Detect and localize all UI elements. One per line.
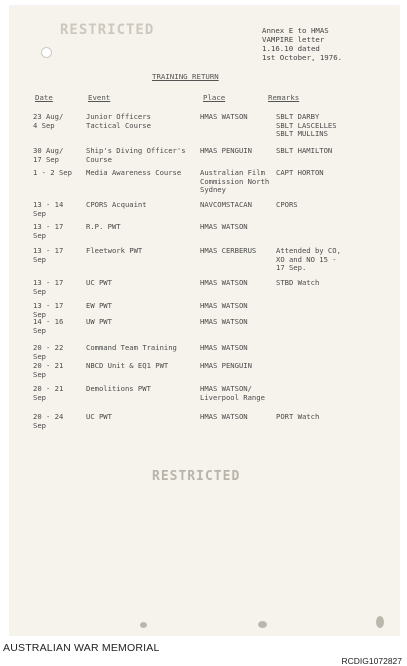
cell-remarks xyxy=(276,279,319,288)
remarks-line: STBD Watch xyxy=(276,278,320,287)
cell-remarks xyxy=(276,113,337,139)
cell-date xyxy=(33,201,63,218)
cell-date xyxy=(33,169,72,178)
date-line: 13 - 17 xyxy=(33,222,64,231)
date-line: 4 Sep xyxy=(33,120,55,130)
remarks-line: XO and NO 15 - xyxy=(276,254,337,264)
restricted-stamp-top: RESTRICTED xyxy=(60,22,155,38)
document-title: TRAINING RETURN xyxy=(152,72,219,81)
date-line: 20 - 22 xyxy=(33,343,64,352)
event-line: UC PWT xyxy=(86,278,112,287)
event-line: EW PWT xyxy=(86,301,112,310)
annex-line: 1.16.10 dated xyxy=(262,44,320,53)
cell-place xyxy=(200,201,252,210)
header-remarks: Remarks xyxy=(268,93,300,102)
cell-date xyxy=(33,344,63,361)
cell-event xyxy=(86,385,151,394)
place-line: Australian Film xyxy=(200,168,265,177)
place-line: HMAS CERBERUS xyxy=(200,246,257,255)
cell-event xyxy=(86,302,112,311)
remarks-line: SBLT MULLINS xyxy=(276,129,328,139)
cell-place xyxy=(200,147,252,156)
event-line: Course xyxy=(86,154,112,164)
cell-remarks xyxy=(276,413,319,422)
place-line: HMAS PENGUIN xyxy=(200,361,252,370)
remarks-line: SBLT LASCELLES xyxy=(276,120,337,130)
event-line: Media Awareness Course xyxy=(86,168,182,177)
remarks-line: CAPT HORTON xyxy=(276,168,324,177)
date-line: 1 - 2 Sep xyxy=(33,168,72,177)
cell-event xyxy=(86,113,151,130)
cell-place xyxy=(200,362,252,371)
cell-place xyxy=(200,413,248,422)
cell-event xyxy=(86,344,177,353)
cell-event xyxy=(86,169,181,178)
record-id: RCDIG1072827 xyxy=(341,656,402,666)
cell-place xyxy=(200,247,256,256)
cell-place xyxy=(200,344,248,353)
paper-speck xyxy=(258,621,267,628)
cell-event xyxy=(86,318,112,327)
date-line: 20 - 24 xyxy=(33,412,64,421)
restricted-stamp-bottom: RESTRICTED xyxy=(152,469,241,484)
date-line: Sep xyxy=(33,420,46,430)
date-line: Sep xyxy=(33,286,46,296)
cell-remarks xyxy=(276,147,332,156)
annex-line: VAMPIRE letter xyxy=(262,35,325,44)
cell-date xyxy=(33,385,63,402)
header-event: Event xyxy=(88,93,111,102)
date-line: 13 - 17 xyxy=(33,301,64,310)
place-line: HMAS WATSON xyxy=(200,412,248,421)
annex-reference xyxy=(262,26,342,62)
cell-event xyxy=(86,147,186,164)
event-line: NBCD Unit & EQ1 PWT xyxy=(86,361,169,370)
cell-place xyxy=(200,113,248,122)
remarks-line: SBLT HAMILTON xyxy=(276,146,333,155)
date-line: Sep xyxy=(33,369,46,379)
remarks-line: PORT Watch xyxy=(276,412,320,421)
remarks-line: 17 Sep. xyxy=(276,263,307,273)
date-line: 13 - 17 xyxy=(33,278,64,287)
place-line: HMAS WATSON xyxy=(200,222,248,231)
place-line: HMAS WATSON xyxy=(200,112,248,121)
header-date: Date xyxy=(35,93,53,102)
cell-place xyxy=(200,318,248,327)
institution-name: AUSTRALIAN WAR MEMORIAL xyxy=(3,642,160,654)
date-line: Sep xyxy=(33,254,46,264)
date-line: Sep xyxy=(33,230,46,240)
archive-footer xyxy=(0,636,407,666)
cell-place xyxy=(200,169,269,195)
annex-line: 1st October, 1976. xyxy=(262,53,343,62)
cell-event xyxy=(86,223,121,232)
remarks-line: CPORS xyxy=(276,200,298,209)
date-line: Sep xyxy=(33,325,46,335)
cell-remarks xyxy=(276,201,298,210)
cell-place xyxy=(200,385,265,402)
date-line: Sep xyxy=(33,208,46,218)
place-line: Sydney xyxy=(200,185,226,195)
place-line: HMAS WATSON xyxy=(200,343,248,352)
event-line: CPORS Acquaint xyxy=(86,200,147,209)
event-line: Ship's Diving Officer's xyxy=(86,146,186,155)
date-line: Sep xyxy=(33,392,46,402)
event-line: UC PWT xyxy=(86,412,112,421)
cell-place xyxy=(200,223,248,232)
date-line: 14 - 16 xyxy=(33,317,64,326)
annex-line: Annex E to HMAS xyxy=(262,26,329,35)
cell-event xyxy=(86,279,112,288)
date-line: 30 Aug/ xyxy=(33,146,64,155)
place-line: HMAS WATSON xyxy=(200,301,248,310)
cell-date xyxy=(33,318,63,335)
event-line: Fleetwork PWT xyxy=(86,246,143,255)
date-line: 13 - 14 xyxy=(33,200,64,209)
date-line: 20 - 21 xyxy=(33,384,64,393)
place-line: HMAS WATSON/ xyxy=(200,384,252,393)
event-line: R.P. PWT xyxy=(86,222,121,231)
cell-place xyxy=(200,279,248,288)
place-line: NAVCOMSTACAN xyxy=(200,200,252,209)
event-line: Demolitions PWT xyxy=(86,384,151,393)
cell-remarks xyxy=(276,247,341,273)
cell-remarks xyxy=(276,169,324,178)
header-place: Place xyxy=(203,93,226,102)
date-line: 23 Aug/ xyxy=(33,112,64,121)
cell-event xyxy=(86,247,142,256)
remarks-line: SBLT DARBY xyxy=(276,112,320,121)
cell-date xyxy=(33,223,63,240)
cell-date xyxy=(33,413,63,430)
date-line: 20 - 21 xyxy=(33,361,64,370)
event-line: Command Team Training xyxy=(86,343,177,352)
cell-event xyxy=(86,413,112,422)
cell-date xyxy=(33,247,63,264)
event-line: Junior Officers xyxy=(86,112,151,121)
cell-date xyxy=(33,362,63,379)
place-line: Commission North xyxy=(200,176,270,186)
date-line: Sep xyxy=(33,309,46,319)
date-line: Sep xyxy=(33,351,46,361)
paper-speck xyxy=(140,622,147,628)
cell-event xyxy=(86,201,147,210)
event-line: Tactical Course xyxy=(86,120,151,130)
date-line: 13 - 17 xyxy=(33,246,64,255)
cell-place xyxy=(200,302,248,311)
cell-event xyxy=(86,362,168,371)
paper-speck xyxy=(376,616,384,628)
place-line: Liverpool Range xyxy=(200,392,265,402)
punch-hole xyxy=(41,47,52,58)
date-line: 17 Sep xyxy=(33,154,59,164)
cell-date xyxy=(33,113,63,130)
place-line: HMAS WATSON xyxy=(200,278,248,287)
place-line: HMAS WATSON xyxy=(200,317,248,326)
place-line: HMAS PENGUIN xyxy=(200,146,252,155)
cell-date xyxy=(33,279,63,296)
remarks-line: Attended by CO, xyxy=(276,246,341,255)
event-line: UW PWT xyxy=(86,317,112,326)
cell-date xyxy=(33,147,63,164)
